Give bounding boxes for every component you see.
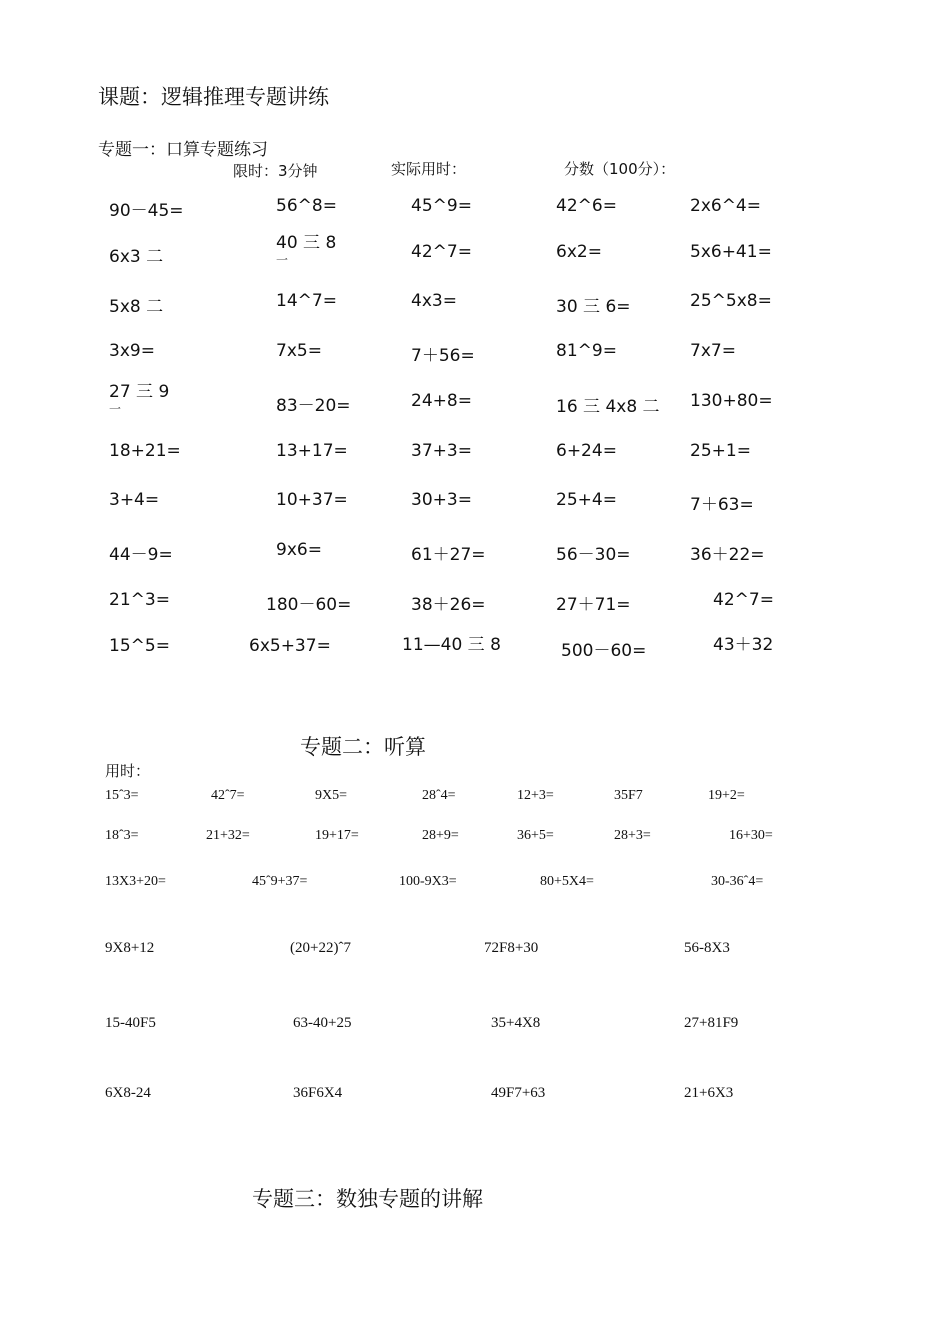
lesson-title: 课题：逻辑推理专题讲练	[98, 85, 329, 109]
section3-title: 专题三：数独专题的讲解	[252, 1187, 483, 1211]
section2-time-label: 用时：	[105, 762, 151, 780]
problem: 27＋71=	[556, 595, 631, 615]
problem: 6+24=	[556, 441, 617, 461]
problem: 25+1=	[690, 441, 751, 461]
problem: 21+6X3	[684, 1085, 734, 1101]
problem: 100-9X3=	[399, 874, 457, 889]
problem: 6X8-24	[105, 1085, 151, 1101]
problem: 35F7	[614, 788, 643, 803]
problem: 28+9=	[422, 828, 459, 843]
problem: 43＋32	[713, 635, 774, 655]
time-limit-label: 限时：3分钟	[233, 162, 318, 180]
problem: 5x6+41=	[690, 242, 772, 262]
problem: 90－45=	[109, 201, 184, 221]
problem: 16 三 4x8 二	[556, 397, 660, 417]
problem: 27+81F9	[684, 1015, 739, 1031]
problem: 36F6X4	[293, 1085, 343, 1101]
problem-stacked	[109, 382, 169, 417]
problem: 9x6=	[276, 540, 322, 560]
problem: 9X8+12	[105, 940, 155, 956]
problem: 61＋27=	[411, 545, 486, 565]
problem: 6x3 二	[109, 247, 164, 267]
problem: 37+3=	[411, 441, 472, 461]
problem: 7x5=	[276, 341, 322, 361]
problem: 42^6=	[556, 196, 617, 216]
problem: 7＋56=	[411, 346, 475, 366]
problem: 19+17=	[315, 828, 359, 843]
problem: 180－60=	[266, 595, 352, 615]
problem: 35+4X8	[491, 1015, 541, 1031]
problem: 24+8=	[411, 391, 472, 411]
problem: 7＋63=	[690, 495, 754, 515]
problem: 13X3+20=	[105, 874, 166, 889]
section1-title: 专题一：口算专题练习	[98, 140, 268, 160]
section2-title: 专题二：听算	[300, 735, 426, 759]
problem: 25^5x8=	[690, 291, 772, 311]
problem: 15-40F5	[105, 1015, 156, 1031]
actual-time-label: 实际用时：	[391, 160, 467, 178]
problem: 36＋22=	[690, 545, 765, 565]
problem: 14^7=	[276, 291, 337, 311]
problem: 56－30=	[556, 545, 631, 565]
problem: 13+17=	[276, 441, 348, 461]
problem: 28+3=	[614, 828, 651, 843]
problem: 80+5X4=	[540, 874, 594, 889]
problem: 81^9=	[556, 341, 617, 361]
problem: 15^5=	[109, 636, 170, 656]
problem: 40 三 8	[276, 233, 337, 253]
problem: 49F7+63	[491, 1085, 546, 1101]
problem: 15ˆ3=	[105, 788, 139, 803]
problem: 72F8+30	[484, 940, 539, 956]
problem: 5x8 二	[109, 297, 164, 317]
problem: 56-8X3	[684, 940, 730, 956]
problem: 21^3=	[109, 590, 170, 610]
problem-stacked	[276, 233, 336, 268]
problem: 3+4=	[109, 490, 160, 510]
problem: 10+37=	[276, 490, 348, 510]
problem: 500－60=	[561, 641, 647, 661]
problem: 6x5+37=	[249, 636, 331, 656]
problem: 21+32=	[206, 828, 250, 843]
problem: 2x6^4=	[690, 196, 761, 216]
problem: 30+3=	[411, 490, 472, 510]
problem: 130+80=	[690, 391, 773, 411]
problem: 63-40+25	[293, 1015, 352, 1031]
problem: 19+2=	[708, 788, 745, 803]
problem: 44－9=	[109, 545, 173, 565]
score-label: 分数（100分）：	[564, 160, 676, 178]
problem: 16+30=	[729, 828, 773, 843]
problem: 4x3=	[411, 291, 457, 311]
problem: 38＋26=	[411, 595, 486, 615]
problem: 18ˆ3=	[105, 828, 139, 843]
problem: 30 三 6=	[556, 297, 631, 317]
problem: 42^7=	[411, 242, 472, 262]
problem: 83－20=	[276, 396, 351, 416]
problem: 27 三 9	[109, 382, 170, 402]
problem: 42ˆ7=	[211, 788, 245, 803]
problem: 42^7=	[713, 590, 774, 610]
problem: 11—40 三 8	[402, 635, 501, 655]
problem: 18+21=	[109, 441, 181, 461]
problem: 56^8=	[276, 196, 337, 216]
continuation-mark: 一	[276, 253, 289, 268]
problem: 45^9=	[411, 196, 472, 216]
problem: 30-36ˆ4=	[711, 874, 764, 889]
continuation-mark: 一	[109, 402, 122, 417]
problem: 7x7=	[690, 341, 736, 361]
problem: 6x2=	[556, 242, 602, 262]
problem: 25+4=	[556, 490, 617, 510]
problem: (20+22)ˆ7	[290, 940, 351, 956]
problem: 36+5=	[517, 828, 554, 843]
problem: 28ˆ4=	[422, 788, 456, 803]
problem: 45ˆ9+37=	[252, 874, 308, 889]
problem: 12+3=	[517, 788, 554, 803]
problem: 9X5=	[315, 788, 348, 803]
problem: 3x9=	[109, 341, 155, 361]
